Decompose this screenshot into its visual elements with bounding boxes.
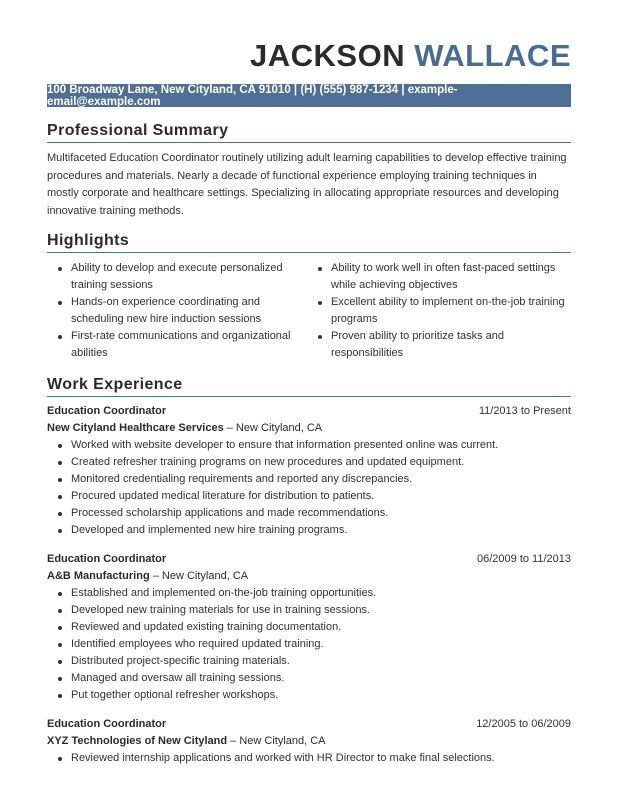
- highlights-heading: Highlights: [47, 232, 571, 253]
- job-duty: Processed scholarship applications and made recommendations.: [58, 505, 571, 522]
- highlight-item: Proven ability to prioritize tasks and responsibilities: [318, 328, 573, 362]
- highlights-left-column: [58, 260, 298, 362]
- job-dates: 06/2009 to 11/2013: [477, 553, 571, 565]
- company-location: – New Cityland, CA: [223, 422, 323, 434]
- job-title: Education Coordinator: [47, 553, 167, 565]
- job-duty: Created refresher training programs on new procedures and updated equipment.: [58, 454, 571, 471]
- job-duty: Reviewed internship applications and worked with HR Director to make final selections.: [58, 750, 571, 767]
- job-duty: Procured updated medical literature for distribution to patients.: [58, 488, 571, 505]
- job-duty: Monitored credentialing requirements and reported any discrepancies.: [58, 471, 571, 488]
- highlight-item: Ability to work well in often fast-paced settings while achieving objectives: [318, 260, 573, 294]
- first-name: JACKSON: [250, 38, 406, 73]
- highlight-item: First-rate communications and organizational abilities: [58, 328, 298, 362]
- job-duty: Reviewed and updated existing training documentation.: [58, 619, 571, 636]
- last-name: WALLACE: [414, 38, 571, 73]
- job-duty: Developed and implemented new hire training programs.: [58, 522, 571, 539]
- job-duty: Managed and oversaw all training sessions.: [58, 670, 571, 687]
- job-duty: Put together optional refresher workshops.: [58, 687, 571, 704]
- job-dates: 11/2013 to Present: [478, 405, 571, 417]
- contact-info: 100 Broadway Lane, New Cityland, CA 91010 | (H) (555) 987-1234 | example-email@example.com: [47, 83, 458, 108]
- company-location: – New Cityland, CA: [227, 735, 326, 747]
- job-title: Education Coordinator: [47, 405, 167, 417]
- highlights-right-column: [318, 260, 573, 362]
- job-entry: [47, 403, 571, 539]
- job-duty: Distributed project-specific training materials.: [58, 653, 571, 670]
- experience-heading: Work Experience: [47, 376, 571, 397]
- summary-text: Multifaceted Education Coordinator routinely utilizing adult learning capabilities to develop effective training procedures and materials. Nearly a decade of functional experience employing training techniques in mostly corporate and healthcare settings. Specializing in allocating appropriate resources and developing innovative training methods.: [47, 152, 567, 217]
- job-duty: Established and implemented on-the-job training opportunities.: [58, 585, 571, 602]
- job-company-line: [47, 420, 571, 437]
- candidate-name: [250, 38, 571, 74]
- company-name: New Cityland Healthcare Services: [47, 422, 224, 434]
- job-duty: Identified employees who required updated training.: [58, 636, 571, 653]
- job-duty: Worked with website developer to ensure that information presented online was current.: [58, 437, 571, 454]
- job-entry: [47, 716, 571, 767]
- job-dates: 12/2005 to 06/2009: [476, 718, 571, 730]
- highlight-item: Ability to develop and execute personalized training sessions: [58, 260, 298, 294]
- company-location: – New Cityland, CA: [149, 570, 249, 582]
- contact-bar: [47, 84, 571, 107]
- summary-heading: Professional Summary: [47, 122, 571, 143]
- company-name: A&B Manufacturing: [47, 570, 150, 582]
- highlight-item: Excellent ability to implement on-the-job training programs: [318, 294, 573, 328]
- job-entry: [47, 551, 571, 704]
- job-company-line: [47, 733, 571, 750]
- company-name: XYZ Technologies of New Cityland: [47, 735, 228, 747]
- job-title: Education Coordinator: [47, 718, 167, 730]
- job-company-line: [47, 568, 571, 585]
- highlight-item: Hands-on experience coordinating and scheduling new hire induction sessions: [58, 294, 298, 328]
- job-duty: Developed new training materials for use in training sessions.: [58, 602, 571, 619]
